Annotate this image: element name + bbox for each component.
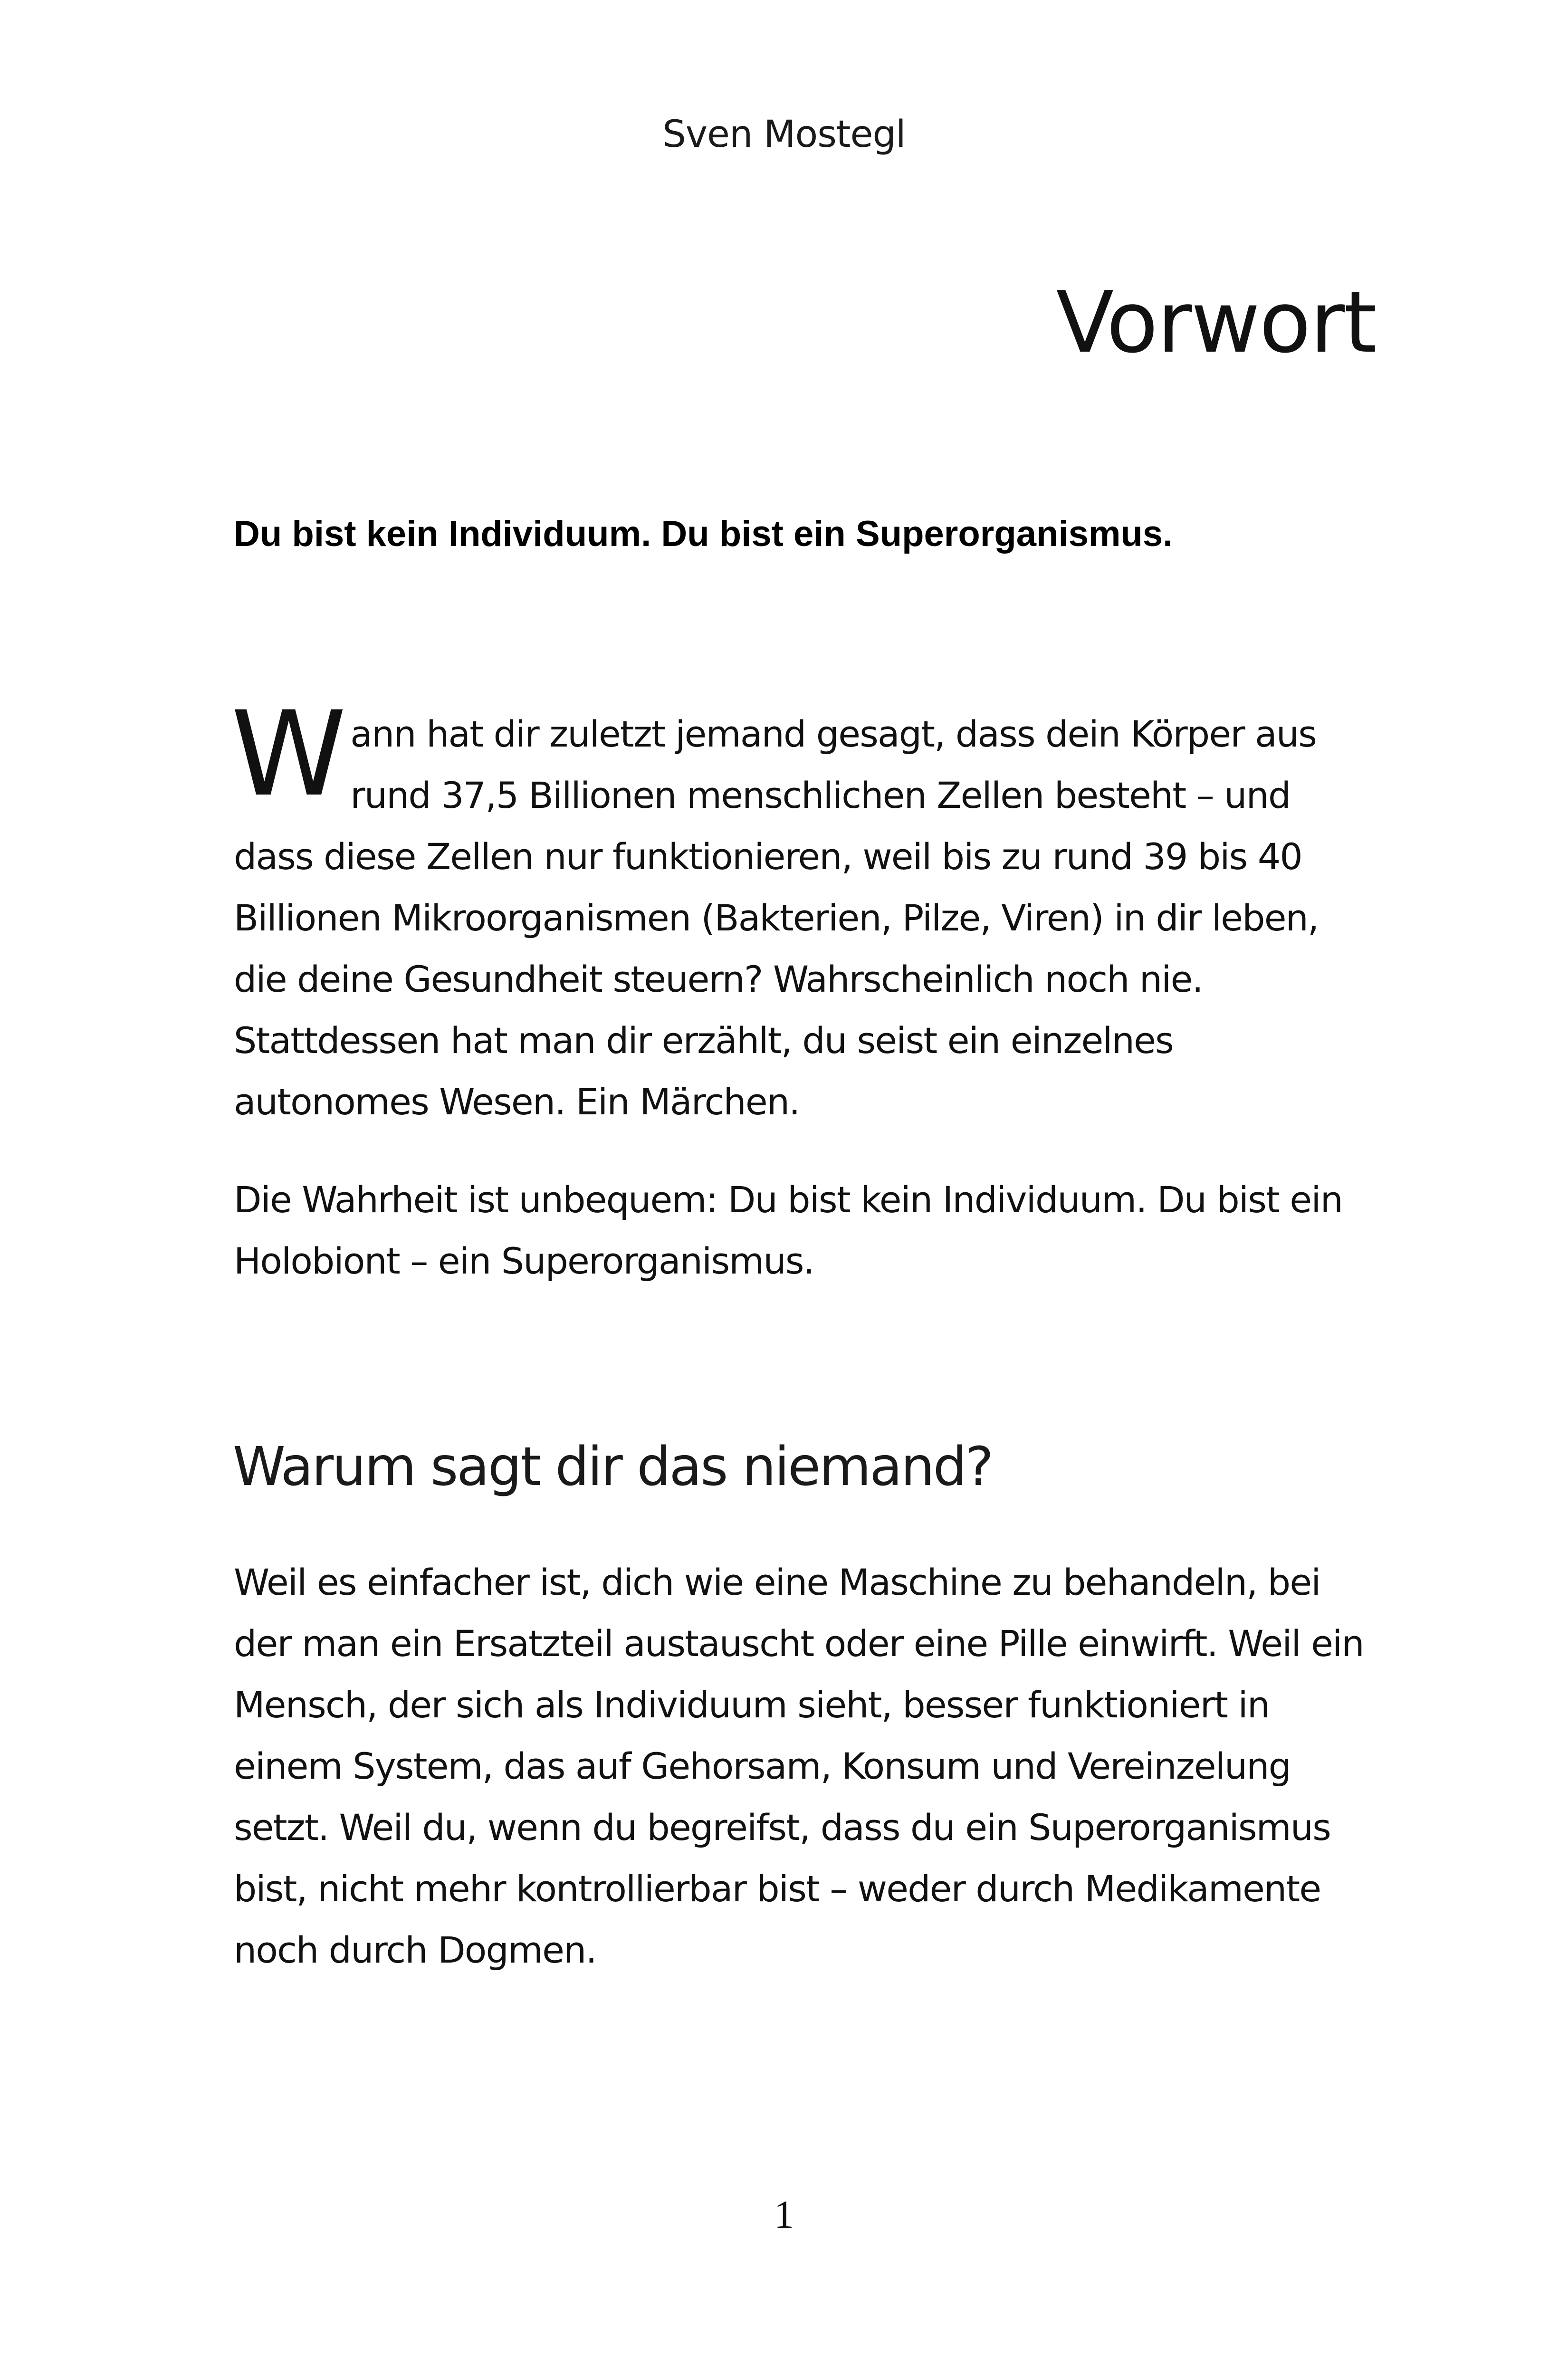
- intro-paragraph-2: Die Wahrheit ist unbequem: Du bist kein Individuum. Du bist ein Holobiont – ein Superorganismus.: [234, 1178, 1343, 1282]
- intro-paragraph-1-text: ann hat dir zuletzt jemand gesagt, dass dein Körper aus rund 37,5 Billionen menschlichen Zellen besteht – und dass diese Zellen nur funktionieren, weil bis zu rund 39 bis 40 Billionen Mikroorganismen (Bakterien, Pilze, Viren) in dir leben, die deine Gesundheit steuern? Wahrscheinlich noch nie. Stattdessen hat man dir erzählt, du seist ein einzelnes autonomes Wesen. Ein Märchen.: [234, 713, 1319, 1123]
- intro-paragraph-1: [231, 687, 1365, 1132]
- section-paragraph: Weil es einfacher ist, dich wie eine Maschine zu behandeln, bei der man ein Ersatzteil austauscht oder eine Pille einwirft. Weil ein Mensch, der sich als Individuum sieht, besser funktioniert in einem System, das auf Gehorsam, Konsum und Vereinzelung setzt. Weil du, wenn du begreifst, dass du ein Superorganismus bist, nicht mehr kontrollierbar bist – weder durch Medikamente noch durch Dogmen.: [234, 1561, 1364, 1971]
- running-header-author: Sven Mostegl: [662, 113, 906, 156]
- drop-cap: W: [231, 687, 345, 823]
- chapter-title: Vorwort: [1056, 273, 1376, 372]
- chapter-tagline: Du bist kein Individuum. Du bist ein Superorganismus.: [234, 514, 1173, 554]
- section-heading: Warum sagt dir das niemand?: [233, 1436, 993, 1498]
- page-number: 1: [774, 2193, 794, 2237]
